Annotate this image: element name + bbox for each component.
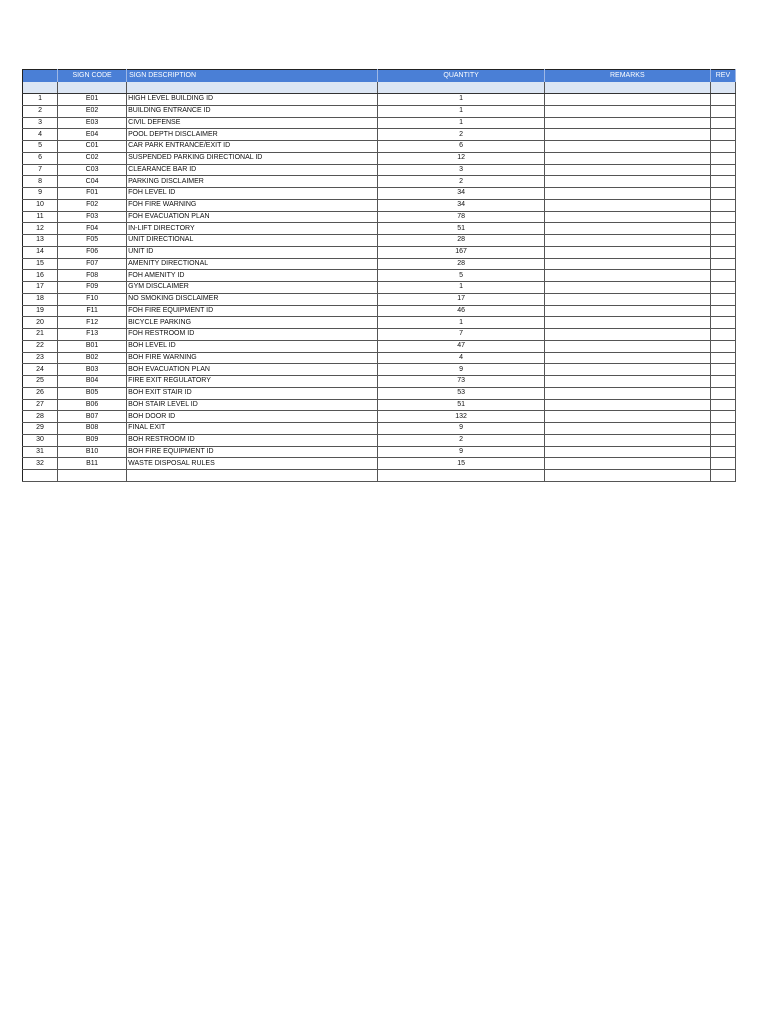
- rev-cell: [710, 364, 735, 376]
- remarks-cell: [544, 423, 710, 435]
- rev-cell: [710, 129, 735, 141]
- table-row: [23, 129, 736, 141]
- rev-cell: [710, 352, 735, 364]
- table-row: [23, 387, 736, 399]
- remarks-cell: [544, 317, 710, 329]
- sign-code-cell: F04: [58, 223, 127, 235]
- row-number-cell: 8: [23, 176, 58, 188]
- sign-code-cell: B04: [58, 376, 127, 388]
- row-number-cell: 6: [23, 152, 58, 164]
- sign-description-cell: UNIT DIRECTIONAL: [127, 235, 378, 247]
- table-row: [23, 188, 736, 200]
- sign-code-cell: C04: [58, 176, 127, 188]
- row-number-cell: 24: [23, 364, 58, 376]
- sign-code-cell: F09: [58, 282, 127, 294]
- table-row: [23, 235, 736, 247]
- row-number-cell: 3: [23, 117, 58, 129]
- quantity-cell: 9: [378, 446, 544, 458]
- rev-cell: [710, 176, 735, 188]
- remarks-cell: [544, 141, 710, 153]
- sign-code-cell: F11: [58, 305, 127, 317]
- rev-cell: [710, 188, 735, 200]
- sign-description-cell: UNIT ID: [127, 246, 378, 258]
- remarks-cell: [544, 458, 710, 470]
- remarks-cell: [544, 399, 710, 411]
- sign-code-cell: B08: [58, 423, 127, 435]
- sign-code-cell: F03: [58, 211, 127, 223]
- row-number-cell: 15: [23, 258, 58, 270]
- table-row: [23, 152, 736, 164]
- table-header-row: [23, 70, 736, 83]
- header-quantity: QUANTITY: [378, 70, 544, 83]
- sign-description-cell: HIGH LEVEL BUILDING ID: [127, 94, 378, 106]
- rev-cell: [710, 411, 735, 423]
- remarks-cell: [544, 246, 710, 258]
- table-row: [23, 305, 736, 317]
- sign-description-cell: POOL DEPTH DISCLAIMER: [127, 129, 378, 141]
- remarks-cell: [544, 411, 710, 423]
- table-row: [23, 293, 736, 305]
- row-number-cell: 28: [23, 411, 58, 423]
- sign-description-cell: GYM DISCLAIMER: [127, 282, 378, 294]
- remarks-cell: [544, 282, 710, 294]
- rev-cell: [710, 305, 735, 317]
- sign-description-cell: NO SMOKING DISCLAIMER: [127, 293, 378, 305]
- header-sign-code: SIGN CODE: [58, 70, 127, 83]
- table-row: [23, 270, 736, 282]
- row-number-cell: 13: [23, 235, 58, 247]
- rev-cell: [710, 458, 735, 470]
- blank-cell: [710, 470, 735, 482]
- rev-cell: [710, 199, 735, 211]
- rev-cell: [710, 423, 735, 435]
- header-rev: REV: [710, 70, 735, 83]
- quantity-cell: 2: [378, 434, 544, 446]
- sign-code-cell: F02: [58, 199, 127, 211]
- sign-code-cell: C03: [58, 164, 127, 176]
- sign-code-cell: C02: [58, 152, 127, 164]
- table-row: [23, 329, 736, 341]
- remarks-cell: [544, 258, 710, 270]
- remarks-cell: [544, 176, 710, 188]
- sign-description-cell: BOH FIRE WARNING: [127, 352, 378, 364]
- quantity-cell: 28: [378, 258, 544, 270]
- table-row: [23, 376, 736, 388]
- sign-code-cell: B01: [58, 340, 127, 352]
- row-number-cell: 20: [23, 317, 58, 329]
- sign-description-cell: CAR PARK ENTRANCE/EXIT ID: [127, 141, 378, 153]
- table-row: [23, 364, 736, 376]
- rev-cell: [710, 340, 735, 352]
- quantity-cell: 4: [378, 352, 544, 364]
- rev-cell: [710, 141, 735, 153]
- table-row: [23, 411, 736, 423]
- table-body: [23, 82, 736, 481]
- sign-code-cell: B10: [58, 446, 127, 458]
- remarks-cell: [544, 105, 710, 117]
- quantity-cell: 6: [378, 141, 544, 153]
- sign-code-cell: F10: [58, 293, 127, 305]
- row-number-cell: 21: [23, 329, 58, 341]
- rev-cell: [710, 387, 735, 399]
- remarks-cell: [544, 129, 710, 141]
- spacer-cell: [378, 82, 544, 94]
- sign-description-cell: BOH STAIR LEVEL ID: [127, 399, 378, 411]
- remarks-cell: [544, 434, 710, 446]
- table-row: [23, 246, 736, 258]
- sign-description-cell: FINAL EXIT: [127, 423, 378, 435]
- sign-code-cell: F08: [58, 270, 127, 282]
- remarks-cell: [544, 293, 710, 305]
- quantity-cell: 9: [378, 364, 544, 376]
- remarks-cell: [544, 305, 710, 317]
- table-row: [23, 458, 736, 470]
- table-row: [23, 199, 736, 211]
- sign-description-cell: PARKING DISCLAIMER: [127, 176, 378, 188]
- quantity-cell: 46: [378, 305, 544, 317]
- rev-cell: [710, 211, 735, 223]
- sign-code-cell: B11: [58, 458, 127, 470]
- sign-code-cell: B02: [58, 352, 127, 364]
- sign-description-cell: FOH LEVEL ID: [127, 188, 378, 200]
- table-row: [23, 211, 736, 223]
- table-row: [23, 434, 736, 446]
- rev-cell: [710, 164, 735, 176]
- sign-description-cell: BOH EVACUATION PLAN: [127, 364, 378, 376]
- sign-code-cell: B05: [58, 387, 127, 399]
- row-number-cell: 14: [23, 246, 58, 258]
- table-row: [23, 223, 736, 235]
- remarks-cell: [544, 164, 710, 176]
- sign-description-cell: FIRE EXIT REGULATORY: [127, 376, 378, 388]
- quantity-cell: 34: [378, 199, 544, 211]
- sign-code-cell: E03: [58, 117, 127, 129]
- row-number-cell: 25: [23, 376, 58, 388]
- quantity-cell: 3: [378, 164, 544, 176]
- sign-description-cell: BICYCLE PARKING: [127, 317, 378, 329]
- sign-description-cell: IN-LIFT DIRECTORY: [127, 223, 378, 235]
- rev-cell: [710, 246, 735, 258]
- blank-cell: [23, 470, 58, 482]
- blank-cell: [127, 470, 378, 482]
- sign-code-cell: B03: [58, 364, 127, 376]
- sign-code-cell: E04: [58, 129, 127, 141]
- rev-cell: [710, 117, 735, 129]
- sign-code-cell: B09: [58, 434, 127, 446]
- remarks-cell: [544, 446, 710, 458]
- row-number-cell: 30: [23, 434, 58, 446]
- quantity-cell: 28: [378, 235, 544, 247]
- sign-description-cell: WASTE DISPOSAL RULES: [127, 458, 378, 470]
- row-number-cell: 31: [23, 446, 58, 458]
- sign-description-cell: BOH RESTROOM ID: [127, 434, 378, 446]
- header-remarks: REMARKS: [544, 70, 710, 83]
- blank-cell: [58, 470, 127, 482]
- quantity-cell: 1: [378, 317, 544, 329]
- table-row: [23, 446, 736, 458]
- quantity-cell: 5: [378, 270, 544, 282]
- sign-schedule-table: [22, 69, 736, 482]
- row-number-cell: 22: [23, 340, 58, 352]
- sign-code-cell: E02: [58, 105, 127, 117]
- remarks-cell: [544, 223, 710, 235]
- sign-description-cell: FOH AMENITY ID: [127, 270, 378, 282]
- sign-code-cell: B07: [58, 411, 127, 423]
- sign-description-cell: BOH FIRE EQUIPMENT ID: [127, 446, 378, 458]
- rev-cell: [710, 434, 735, 446]
- remarks-cell: [544, 329, 710, 341]
- spacer-cell: [23, 82, 58, 94]
- row-number-cell: 10: [23, 199, 58, 211]
- sign-description-cell: BOH LEVEL ID: [127, 340, 378, 352]
- rev-cell: [710, 446, 735, 458]
- quantity-cell: 9: [378, 423, 544, 435]
- remarks-cell: [544, 340, 710, 352]
- spacer-cell: [544, 82, 710, 94]
- sign-code-cell: F05: [58, 235, 127, 247]
- remarks-cell: [544, 387, 710, 399]
- sign-code-cell: F01: [58, 188, 127, 200]
- row-number-cell: 7: [23, 164, 58, 176]
- quantity-cell: 17: [378, 293, 544, 305]
- row-number-cell: 11: [23, 211, 58, 223]
- row-number-cell: 18: [23, 293, 58, 305]
- sign-description-cell: FOH RESTROOM ID: [127, 329, 378, 341]
- rev-cell: [710, 317, 735, 329]
- rev-cell: [710, 152, 735, 164]
- spacer-cell: [710, 82, 735, 94]
- sign-code-cell: F07: [58, 258, 127, 270]
- sign-description-cell: FOH FIRE EQUIPMENT ID: [127, 305, 378, 317]
- table-row: [23, 317, 736, 329]
- blank-cell: [378, 470, 544, 482]
- table-row: [23, 117, 736, 129]
- sign-description-cell: BUILDING ENTRANCE ID: [127, 105, 378, 117]
- row-number-cell: 32: [23, 458, 58, 470]
- rev-cell: [710, 270, 735, 282]
- remarks-cell: [544, 117, 710, 129]
- row-number-cell: 5: [23, 141, 58, 153]
- quantity-cell: 51: [378, 399, 544, 411]
- remarks-cell: [544, 199, 710, 211]
- table-spacer-row: [23, 82, 736, 94]
- rev-cell: [710, 282, 735, 294]
- row-number-cell: 19: [23, 305, 58, 317]
- sign-code-cell: F06: [58, 246, 127, 258]
- remarks-cell: [544, 94, 710, 106]
- sign-code-cell: F12: [58, 317, 127, 329]
- table-row: [23, 423, 736, 435]
- quantity-cell: 7: [378, 329, 544, 341]
- remarks-cell: [544, 376, 710, 388]
- row-number-cell: 16: [23, 270, 58, 282]
- rev-cell: [710, 258, 735, 270]
- header-sign-description: SIGN DESCRIPTION: [127, 70, 378, 83]
- sign-description-cell: CIVIL DEFENSE: [127, 117, 378, 129]
- rev-cell: [710, 329, 735, 341]
- table-row: [23, 399, 736, 411]
- quantity-cell: 34: [378, 188, 544, 200]
- table-row: [23, 105, 736, 117]
- remarks-cell: [544, 352, 710, 364]
- quantity-cell: 1: [378, 105, 544, 117]
- row-number-cell: 23: [23, 352, 58, 364]
- sign-description-cell: SUSPENDED PARKING DIRECTIONAL ID: [127, 152, 378, 164]
- row-number-cell: 27: [23, 399, 58, 411]
- quantity-cell: 73: [378, 376, 544, 388]
- remarks-cell: [544, 188, 710, 200]
- remarks-cell: [544, 211, 710, 223]
- blank-cell: [544, 470, 710, 482]
- quantity-cell: 132: [378, 411, 544, 423]
- sign-description-cell: FOH EVACUATION PLAN: [127, 211, 378, 223]
- table-blank-row: [23, 470, 736, 482]
- remarks-cell: [544, 152, 710, 164]
- table-row: [23, 340, 736, 352]
- rev-cell: [710, 376, 735, 388]
- row-number-cell: 29: [23, 423, 58, 435]
- rev-cell: [710, 293, 735, 305]
- rev-cell: [710, 235, 735, 247]
- remarks-cell: [544, 270, 710, 282]
- sign-description-cell: FOH FIRE WARNING: [127, 199, 378, 211]
- quantity-cell: 51: [378, 223, 544, 235]
- quantity-cell: 53: [378, 387, 544, 399]
- sign-description-cell: CLEARANCE BAR ID: [127, 164, 378, 176]
- quantity-cell: 78: [378, 211, 544, 223]
- row-number-cell: 12: [23, 223, 58, 235]
- table-row: [23, 352, 736, 364]
- sign-code-cell: C01: [58, 141, 127, 153]
- sign-code-cell: E01: [58, 94, 127, 106]
- row-number-cell: 2: [23, 105, 58, 117]
- row-number-cell: 4: [23, 129, 58, 141]
- quantity-cell: 167: [378, 246, 544, 258]
- row-number-cell: 26: [23, 387, 58, 399]
- quantity-cell: 15: [378, 458, 544, 470]
- row-number-cell: 17: [23, 282, 58, 294]
- spacer-cell: [127, 82, 378, 94]
- table-row: [23, 176, 736, 188]
- quantity-cell: 47: [378, 340, 544, 352]
- quantity-cell: 12: [378, 152, 544, 164]
- sign-description-cell: BOH EXIT STAIR ID: [127, 387, 378, 399]
- sign-code-cell: B06: [58, 399, 127, 411]
- quantity-cell: 2: [378, 176, 544, 188]
- table-row: [23, 164, 736, 176]
- quantity-cell: 1: [378, 282, 544, 294]
- spacer-cell: [58, 82, 127, 94]
- table-row: [23, 258, 736, 270]
- row-number-cell: 9: [23, 188, 58, 200]
- rev-cell: [710, 223, 735, 235]
- remarks-cell: [544, 235, 710, 247]
- header-no: [23, 70, 58, 83]
- table-row: [23, 282, 736, 294]
- sign-description-cell: BOH DOOR ID: [127, 411, 378, 423]
- remarks-cell: [544, 364, 710, 376]
- row-number-cell: 1: [23, 94, 58, 106]
- quantity-cell: 1: [378, 117, 544, 129]
- rev-cell: [710, 399, 735, 411]
- quantity-cell: 1: [378, 94, 544, 106]
- rev-cell: [710, 94, 735, 106]
- rev-cell: [710, 105, 735, 117]
- quantity-cell: 2: [378, 129, 544, 141]
- table-row: [23, 94, 736, 106]
- sign-description-cell: AMENITY DIRECTIONAL: [127, 258, 378, 270]
- table-row: [23, 141, 736, 153]
- sign-code-cell: F13: [58, 329, 127, 341]
